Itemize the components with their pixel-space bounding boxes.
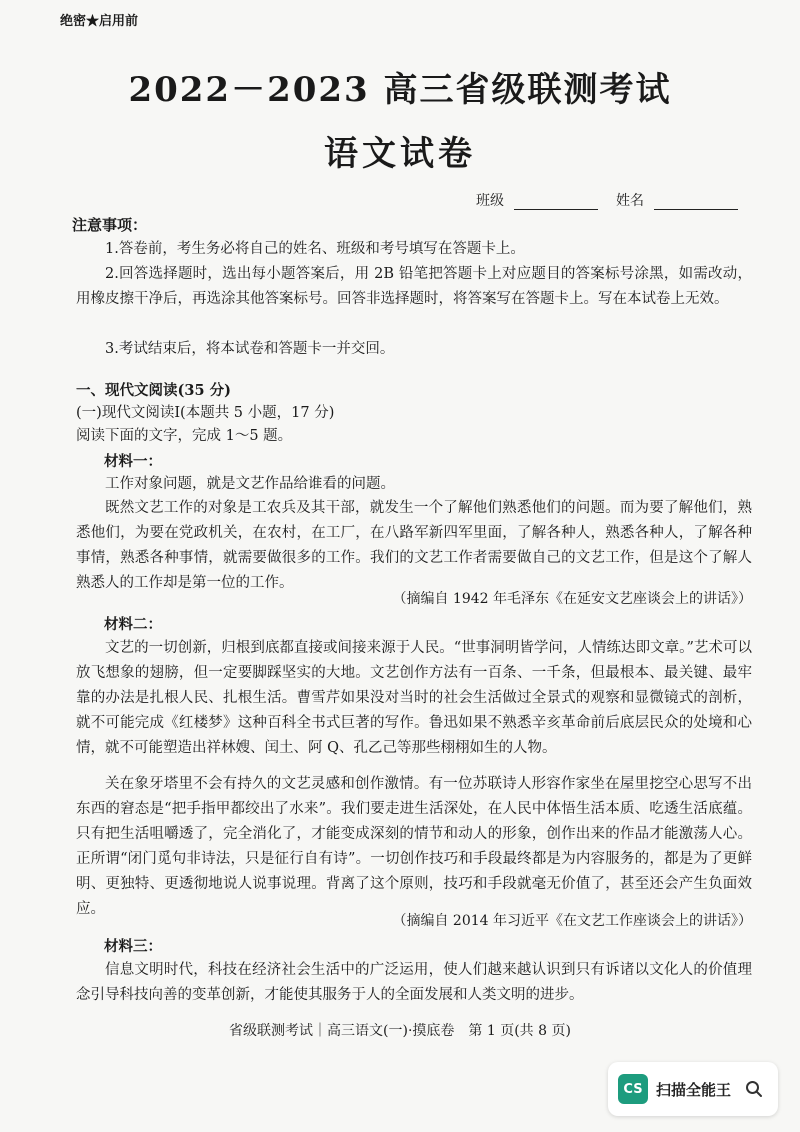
scanner-watermark[interactable] <box>608 1062 778 1116</box>
notice-item: 3.考试结束后，将本试卷和答题卡一并交回。 <box>105 341 395 357</box>
section-instruction: 阅读下面的文字，完成 1～5 题。 <box>76 428 293 444</box>
material-2-label: 材料二： <box>104 616 162 633</box>
material-3-label: 材料三： <box>104 938 162 955</box>
material-1-label: 材料一： <box>104 453 162 470</box>
class-label: 班级 <box>476 193 504 209</box>
section-heading: 一、现代文阅读(35 分) <box>76 382 231 399</box>
material-2-paragraph: 文艺的一切创新，归根到底都直接或间接来源于人民。“世事洞明皆学问，人情练达即文章。”艺术可以放飞想象的翅膀，但一定要脚踩坚实的大地。文艺创作方法有一百条、一千条，但最根本、最关键、最牢靠的办法是扎根人民、扎根生活。曹雪芹如果没对当时的社会生活做过全景式的观察和显微镜式的剖析，就不可能完成《红楼梦》这种百科全书式巨著的写作。鲁迅如果不熟悉辛亥革命前后底层民众的处境和心情，就不可能塑造出祥林嫂、闰土、阿 Q、孔乙己等那些栩栩如生的人物。 <box>76 640 752 756</box>
class-blank <box>514 195 598 210</box>
material-3-paragraph: 信息文明时代，科技在经济社会生活中的广泛运用，使人们越来越认识到只有诉诸以文化人的价值理念引导科技向善的变革创新，才能使其服务于人的全面发展和人类文明的进步。 <box>76 962 752 1003</box>
material-2-paragraph: 关在象牙塔里不会有持久的文艺灵感和创作激情。有一位苏联诗人形容作家坐在屋里挖空心思写不出东西的窘态是“把手指甲都绞出了水来”。我们要走进生活深处，在人民中体悟生活本质、吃透生活底蕴。只有把生活咀嚼透了，完全消化了，才能变成深刻的情节和动人的形象，创作出来的作品才能激荡人心。正所谓“闭门觅句非诗法，只是征行自有诗”。一切创作技巧和手段最终都是为内容服务的，都是为了更鲜明、更独特、更透彻地说人说事说理。背离了这个原则，技巧和手段就毫无价值了，甚至还会产生负面效应。 <box>76 776 752 917</box>
notice-item: 2.回答选择题时，选出每小题答案后，用 2B 铅笔把答题卡上对应题目的答案标号涂黑，如需改动，用橡皮擦干净后，再选涂其他答案标号。回答非选择题时，将答案写在答题卡上。写在本试卷上无效。 <box>76 266 752 307</box>
name-blank <box>654 195 738 210</box>
material-1-paragraph: 工作对象问题，就是文艺作品给谁看的问题。 <box>105 476 395 492</box>
exam-title: 2022－2023 高三省级联测考试 <box>128 70 672 110</box>
confidential-mark: 绝密★启用前 <box>60 14 139 29</box>
page-footer: 省级联测考试｜高三语文(一)·摸底卷 第 1 页(共 8 页) <box>229 1023 571 1039</box>
name-label: 姓名 <box>616 193 644 209</box>
watermark-text: 扫描全能王 <box>656 1080 732 1099</box>
material-1-paragraph: 既然文艺工作的对象是工农兵及其干部，就发生一个了解他们熟悉他们的问题。而为要了解他们，熟悉他们，为要在党政机关，在农村，在工厂，在八路军新四军里面，了解各种人，熟悉各种人，了解各种事情，熟悉各种事情，就需要做很多的工作。我们的文艺工作者需要做自己的文艺工作，但是这个了解人熟悉人的工作却是第一位的工作。 <box>76 500 752 591</box>
camscanner-logo-icon: CS <box>618 1074 648 1104</box>
student-info <box>476 190 738 210</box>
notice-heading: 注意事项： <box>72 216 148 234</box>
exam-subtitle: 语文试卷 <box>324 134 476 174</box>
material-2-source: （摘编自 2014 年习近平《在文艺工作座谈会上的讲话》） <box>392 913 752 929</box>
section-subheading: (一)现代文阅读Ⅰ(本题共 5 小题，17 分) <box>76 405 335 421</box>
notice-item: 1.答卷前，考生务必将自己的姓名、班级和考号填写在答题卡上。 <box>105 241 525 257</box>
material-1-source: （摘编自 1942 年毛泽东《在延安文艺座谈会上的讲话》） <box>392 591 752 607</box>
search-icon[interactable] <box>745 1080 763 1098</box>
